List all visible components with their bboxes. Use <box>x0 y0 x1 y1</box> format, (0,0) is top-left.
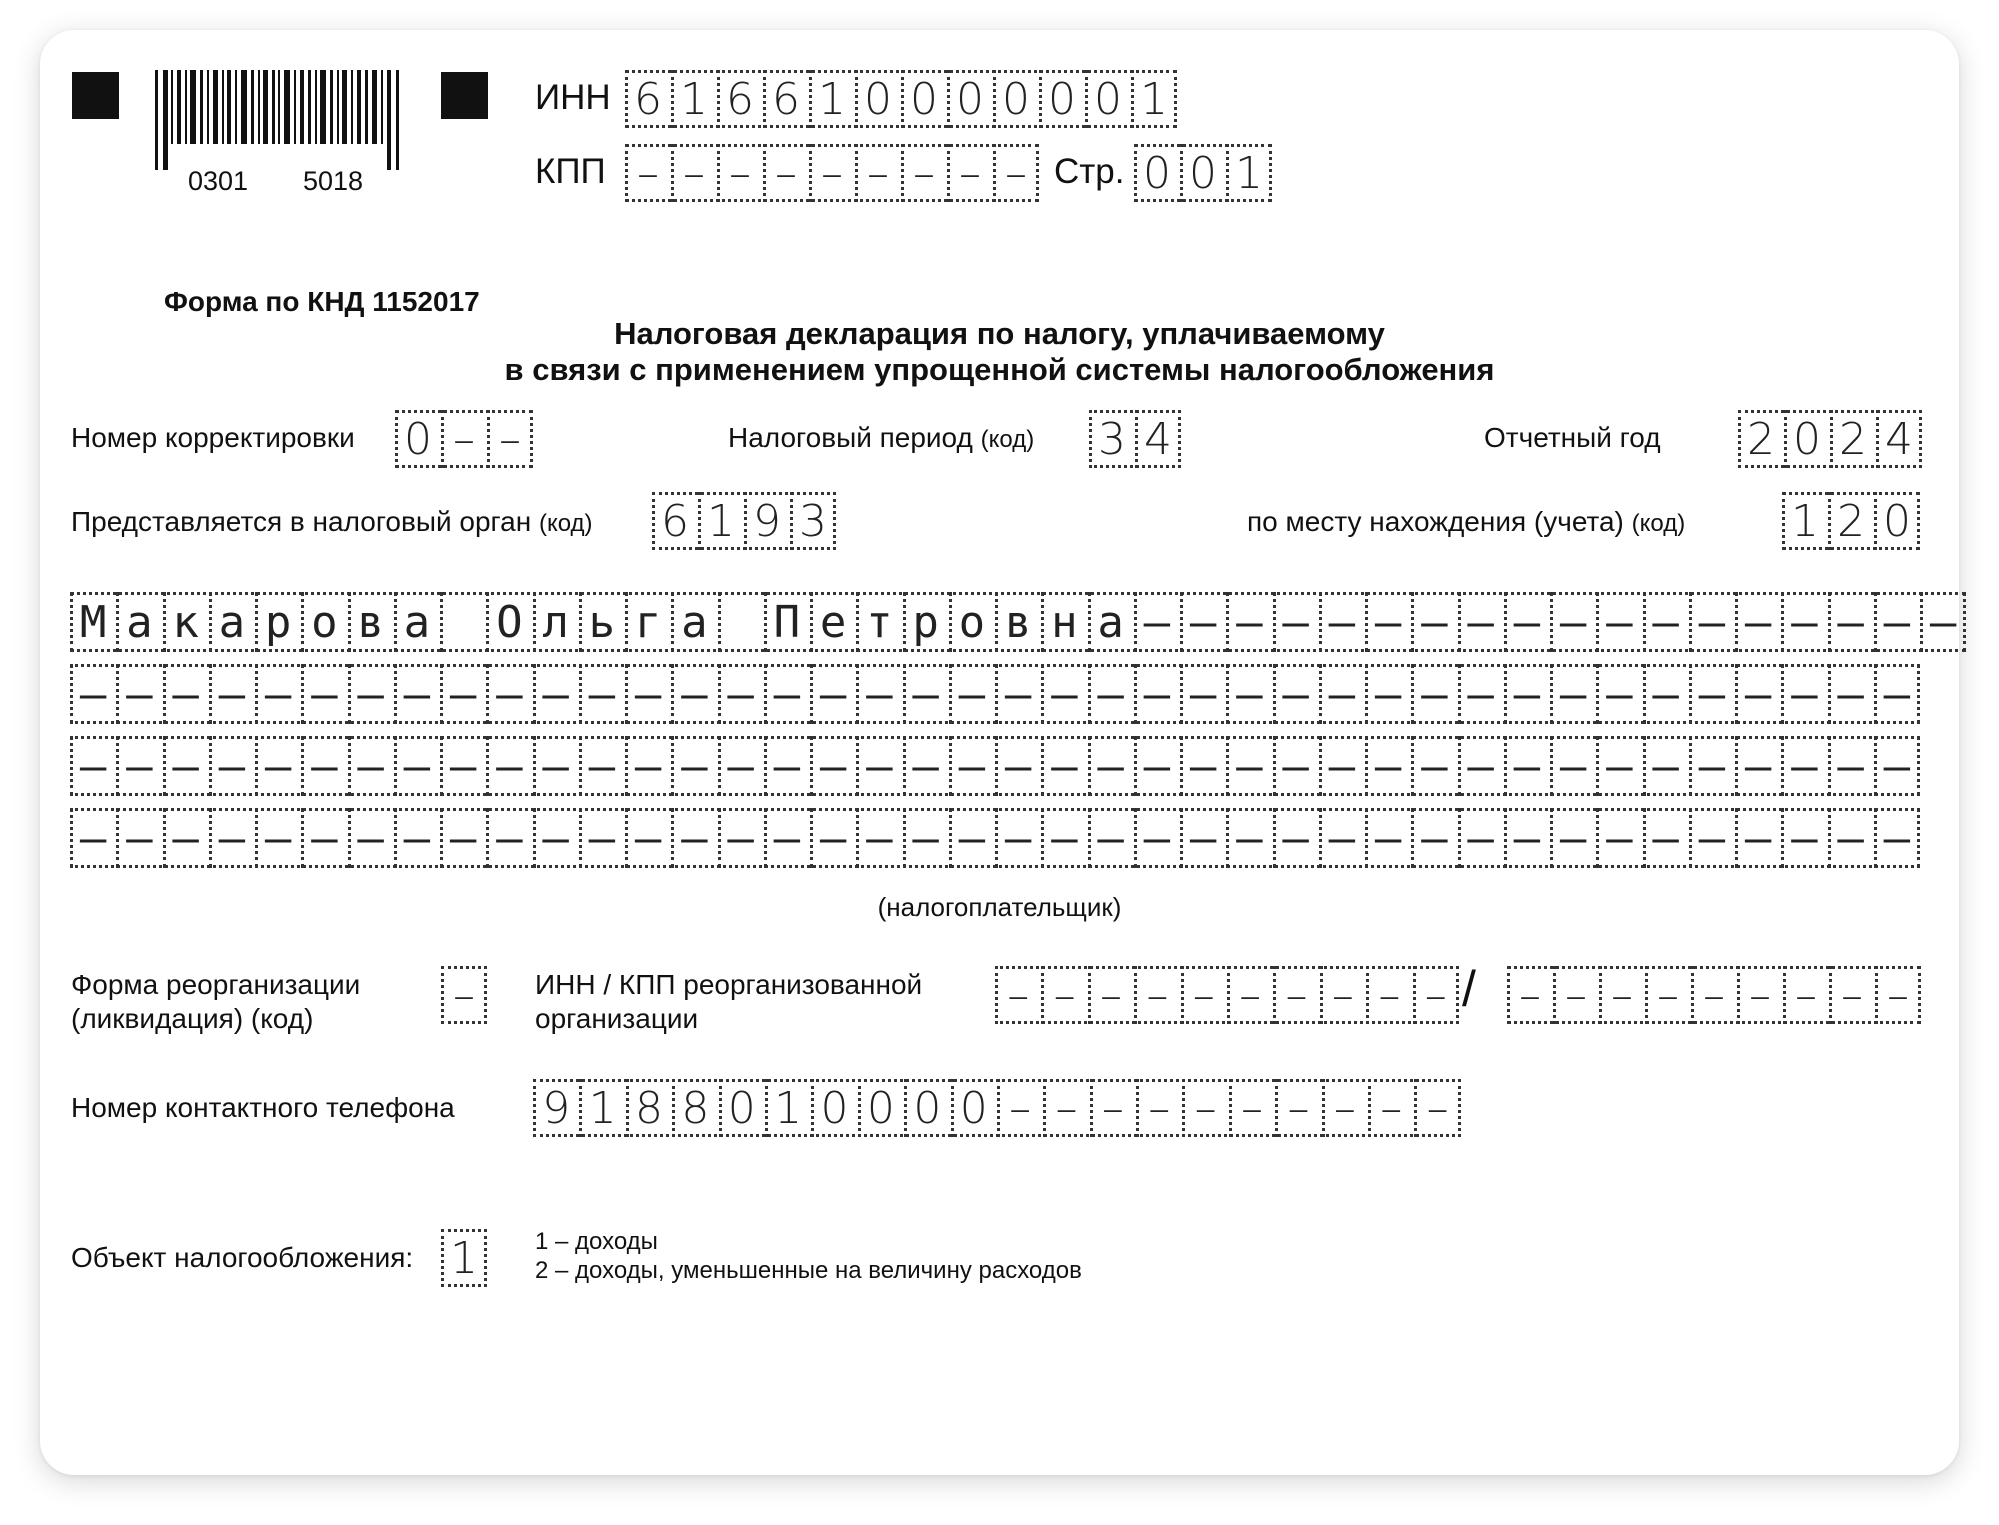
taxpayer-line-3-char: – <box>1504 736 1550 796</box>
location-code-cells-char: 2 <box>1828 492 1874 550</box>
taxpayer-line-4-char: – <box>671 808 717 868</box>
taxpayer-line-3-char: – <box>1828 736 1874 796</box>
phone-number-cells-char: – <box>1182 1079 1228 1137</box>
taxpayer-line-1-char: к <box>163 592 209 652</box>
kpp-cells-char: – <box>671 144 717 202</box>
taxpayer-line-1[interactable] <box>70 592 1966 652</box>
reorganized-kpp-cells-char: – <box>1829 966 1875 1024</box>
taxpayer-line-4-char: – <box>1828 808 1874 868</box>
inn-label: ИНН <box>535 78 611 117</box>
report-year-cells-char: 4 <box>1876 410 1922 468</box>
tax-period-label-text: Налоговый период <box>728 422 973 453</box>
taxpayer-line-3-char: – <box>255 736 301 796</box>
inn-cells-char: 0 <box>855 70 901 128</box>
location-code-hint: (код) <box>1631 510 1686 537</box>
inn-cells[interactable] <box>625 70 1177 128</box>
taxpayer-line-4-char: – <box>1596 808 1642 868</box>
taxpayer-line-2-char: – <box>1458 664 1504 724</box>
taxpayer-line-1-char <box>440 592 486 652</box>
taxpayer-line-3-char: – <box>1226 736 1272 796</box>
taxpayer-line-1-char: о <box>301 592 347 652</box>
taxpayer-line-3-char: – <box>163 736 209 796</box>
taxpayer-line-2-char: – <box>209 664 255 724</box>
location-code-cells-char: 0 <box>1874 492 1920 550</box>
taxpayer-line-4-char: – <box>718 808 764 868</box>
taxpayer-line-3-char: – <box>1781 736 1827 796</box>
reorganized-kpp-cells-char: – <box>1875 966 1921 1024</box>
taxpayer-line-1-char: – <box>1828 592 1874 652</box>
page-number-cells[interactable] <box>1134 144 1272 202</box>
correction-number-cells[interactable] <box>395 410 533 468</box>
inn-cells-char: 1 <box>671 70 717 128</box>
taxpayer-line-3-char: – <box>625 736 671 796</box>
tax-authority-cells-char: 3 <box>790 492 836 550</box>
taxpayer-line-3-char: – <box>1088 736 1134 796</box>
reorganized-inn-cells-char: – <box>1134 966 1180 1024</box>
taxpayer-line-4-char: – <box>995 808 1041 868</box>
taxpayer-line-2-char: – <box>1643 664 1689 724</box>
phone-number-cells[interactable] <box>533 1079 1461 1137</box>
page-number-cells-char: 1 <box>1226 144 1272 202</box>
kpp-cells[interactable] <box>625 144 1039 202</box>
taxpayer-line-2-char: – <box>903 664 949 724</box>
reorganization-form-cells-char: – <box>441 966 487 1024</box>
taxpayer-line-1-char: – <box>1874 592 1920 652</box>
taxpayer-line-3-char: – <box>394 736 440 796</box>
taxpayer-line-2-char: – <box>579 664 625 724</box>
reorganized-inn-cells[interactable] <box>995 966 1459 1024</box>
correction-number-cells-char: – <box>487 410 533 468</box>
reorganized-kpp-cells-char: – <box>1553 966 1599 1024</box>
kpp-cells-char: – <box>993 144 1039 202</box>
taxpayer-line-2-char: – <box>856 664 902 724</box>
taxpayer-line-2-char: – <box>1735 664 1781 724</box>
tax-authority-cells-char: 1 <box>698 492 744 550</box>
report-year-label: Отчетный год <box>1484 422 1661 453</box>
taxpayer-line-2-char: – <box>949 664 995 724</box>
barcode-number-1: 0301 <box>188 166 249 196</box>
phone-number-cells-char: – <box>1368 1079 1414 1137</box>
reorganized-inn-cells-char: – <box>1413 966 1459 1024</box>
taxpayer-line-2-char: – <box>810 664 856 724</box>
taxpayer-line-1-char: т <box>856 592 902 652</box>
taxpayer-line-2-char: – <box>671 664 717 724</box>
taxation-object-option-2: 2 – доходы, уменьшенные на величину расходов <box>535 1257 1082 1284</box>
taxpayer-line-4[interactable] <box>70 808 1920 868</box>
taxpayer-line-3-char: – <box>1550 736 1596 796</box>
taxpayer-line-2[interactable] <box>70 664 1920 724</box>
taxpayer-line-3-char: – <box>440 736 486 796</box>
taxpayer-line-2-char: – <box>718 664 764 724</box>
taxpayer-line-4-char: – <box>533 808 579 868</box>
taxpayer-line-4-char: – <box>116 808 162 868</box>
taxpayer-line-3-char: – <box>1411 736 1457 796</box>
taxpayer-line-4-char: – <box>163 808 209 868</box>
reorganized-inn-cells-char: – <box>1366 966 1412 1024</box>
kpp-cells-char: – <box>947 144 993 202</box>
inn-cells-char: 1 <box>1131 70 1177 128</box>
taxpayer-line-2-char: – <box>1550 664 1596 724</box>
phone-number-cells-char: – <box>1414 1079 1460 1137</box>
taxpayer-line-4-char: – <box>301 808 347 868</box>
inn-cells-char: 6 <box>625 70 671 128</box>
taxpayer-line-2-char: – <box>533 664 579 724</box>
taxpayer-line-2-char: – <box>1596 664 1642 724</box>
taxpayer-line-2-char: – <box>1411 664 1457 724</box>
taxpayer-line-2-char: – <box>1041 664 1087 724</box>
reorganized-kpp-cells-char: – <box>1645 966 1691 1024</box>
phone-number-cells-char: – <box>1136 1079 1182 1137</box>
taxpayer-line-1-char: – <box>1411 592 1457 652</box>
taxpayer-line-1-char: в <box>995 592 1041 652</box>
kpp-cells-char: – <box>809 144 855 202</box>
taxpayer-line-4-char: – <box>1458 808 1504 868</box>
taxpayer-line-3-char: – <box>764 736 810 796</box>
kpp-cells-char: – <box>717 144 763 202</box>
barcode-image <box>155 70 405 172</box>
taxpayer-line-1-char: в <box>348 592 394 652</box>
phone-number-cells-char: – <box>1275 1079 1321 1137</box>
taxpayer-line-2-char: – <box>625 664 671 724</box>
taxpayer-line-4-char: – <box>1226 808 1272 868</box>
taxpayer-caption: (налогоплательщик) <box>877 892 1122 922</box>
tax-authority-cells-char: 9 <box>744 492 790 550</box>
taxpayer-line-4-char: – <box>209 808 255 868</box>
taxpayer-line-3-char: – <box>1643 736 1689 796</box>
form-title-line-2: в связи с применением упрощенной системы налогообложения <box>504 352 1495 387</box>
taxpayer-line-2-char: – <box>995 664 1041 724</box>
tax-period-cells-char: 3 <box>1089 410 1135 468</box>
taxpayer-line-3-char: – <box>348 736 394 796</box>
taxpayer-line-4-char: – <box>1689 808 1735 868</box>
taxpayer-line-2-char: – <box>255 664 301 724</box>
form-title-line-1: Налоговая декларация по налогу, уплачиваемому <box>614 316 1385 351</box>
phone-number-cells-char: 0 <box>951 1079 997 1137</box>
phone-number-cells-char: 9 <box>533 1079 579 1137</box>
taxpayer-line-3-char: – <box>1458 736 1504 796</box>
corner-marker-right <box>441 72 488 119</box>
reorganization-form-label-line-2: (ликвидация) (код) <box>71 1003 314 1034</box>
location-code-cells-char: 1 <box>1782 492 1828 550</box>
phone-number-cells-char: 0 <box>811 1079 857 1137</box>
form-code-label: Форма по КНД 1152017 <box>164 286 480 317</box>
taxpayer-line-3-char: – <box>1365 736 1411 796</box>
taxpayer-line-1-char: – <box>1504 592 1550 652</box>
tax-period-cells[interactable] <box>1089 410 1181 468</box>
inn-cells-char: 0 <box>1039 70 1085 128</box>
taxpayer-line-4-char: – <box>1643 808 1689 868</box>
taxpayer-line-2-char: – <box>486 664 532 724</box>
taxpayer-line-4-char: – <box>1781 808 1827 868</box>
phone-label: Номер контактного телефона <box>71 1092 455 1123</box>
phone-number-cells-char: 0 <box>904 1079 950 1137</box>
taxpayer-line-4-char: – <box>1550 808 1596 868</box>
taxpayer-line-2-char: – <box>1781 664 1827 724</box>
reorganized-inn-cells-char: – <box>1181 966 1227 1024</box>
taxpayer-line-1-char: – <box>1226 592 1272 652</box>
taxpayer-line-4-char: – <box>1319 808 1365 868</box>
taxpayer-line-4-char: – <box>1134 808 1180 868</box>
taxpayer-line-3-char: – <box>1735 736 1781 796</box>
phone-number-cells-char: 8 <box>672 1079 718 1137</box>
reorganized-inn-cells-char: – <box>1320 966 1366 1024</box>
taxpayer-line-1-char: ь <box>579 592 625 652</box>
report-year-cells-char: 2 <box>1738 410 1784 468</box>
inn-cells-char: 0 <box>901 70 947 128</box>
taxpayer-line-1-char: а <box>116 592 162 652</box>
taxpayer-line-1-char: о <box>949 592 995 652</box>
location-label-text: по месту нахождения (учета) <box>1247 506 1624 537</box>
inn-cells-char: 6 <box>717 70 763 128</box>
taxpayer-line-4-char: – <box>1874 808 1920 868</box>
taxpayer-line-1-char: – <box>1550 592 1596 652</box>
taxpayer-line-2-char: – <box>1088 664 1134 724</box>
taxpayer-line-3-char: – <box>579 736 625 796</box>
taxpayer-line-4-char: – <box>255 808 301 868</box>
taxpayer-line-3[interactable] <box>70 736 1920 796</box>
taxpayer-line-3-char: – <box>671 736 717 796</box>
taxpayer-line-3-char: – <box>209 736 255 796</box>
taxpayer-line-1-char: р <box>903 592 949 652</box>
reorganized-kpp-cells-char: – <box>1783 966 1829 1024</box>
page-label: Стр. <box>1054 152 1125 191</box>
reorganization-form-cells[interactable] <box>441 966 487 1024</box>
taxpayer-line-4-char: – <box>348 808 394 868</box>
taxpayer-line-3-char: – <box>995 736 1041 796</box>
taxpayer-line-3-char: – <box>810 736 856 796</box>
taxpayer-line-3-char: – <box>1041 736 1087 796</box>
phone-number-cells-char: – <box>1322 1079 1368 1137</box>
taxpayer-line-4-char: – <box>1273 808 1319 868</box>
taxpayer-line-3-char: – <box>856 736 902 796</box>
reorganized-inn-cells-char: – <box>1088 966 1134 1024</box>
tax-period-code-hint: (код) <box>980 426 1035 453</box>
tax-authority-cells[interactable] <box>652 492 836 550</box>
taxpayer-line-4-char: – <box>1041 808 1087 868</box>
taxpayer-line-3-char: – <box>116 736 162 796</box>
tax-period-cells-char: 4 <box>1135 410 1181 468</box>
reorganized-inn-cells-char: – <box>995 966 1041 1024</box>
phone-number-cells-char: – <box>1090 1079 1136 1137</box>
taxpayer-line-4-char: – <box>810 808 856 868</box>
taxpayer-line-1-char: е <box>810 592 856 652</box>
taxpayer-line-4-char: – <box>394 808 440 868</box>
taxpayer-line-4-char: – <box>856 808 902 868</box>
taxpayer-line-1-char <box>718 592 764 652</box>
taxpayer-line-1-char: н <box>1041 592 1087 652</box>
taxpayer-line-1-char: – <box>1596 592 1642 652</box>
taxpayer-line-3-char: – <box>903 736 949 796</box>
taxpayer-line-2-char: – <box>1874 664 1920 724</box>
taxpayer-line-4-char: – <box>903 808 949 868</box>
taxpayer-line-1-char: – <box>1781 592 1827 652</box>
taxpayer-line-2-char: – <box>764 664 810 724</box>
taxpayer-line-2-char: – <box>1180 664 1226 724</box>
taxpayer-line-2-char: – <box>1828 664 1874 724</box>
reorganized-kpp-cells-char: – <box>1691 966 1737 1024</box>
taxpayer-line-1-char: – <box>1735 592 1781 652</box>
barcode-number-2: 5018 <box>303 166 364 196</box>
reorganized-inn-kpp-label-line-2: организации <box>535 1003 699 1034</box>
tax-authority-code-hint: (код) <box>538 510 593 537</box>
taxpayer-line-2-char: – <box>1134 664 1180 724</box>
taxpayer-line-4-char: – <box>949 808 995 868</box>
taxpayer-line-3-char: – <box>1134 736 1180 796</box>
taxation-object-option-1: 1 – доходы <box>535 1228 658 1255</box>
inn-cells-char: 6 <box>763 70 809 128</box>
taxpayer-line-4-char: – <box>764 808 810 868</box>
inn-cells-char: 0 <box>993 70 1039 128</box>
taxpayer-line-1-char: р <box>255 592 301 652</box>
taxpayer-line-1-char: – <box>1365 592 1411 652</box>
taxpayer-line-3-char: – <box>486 736 532 796</box>
taxpayer-line-2-char: – <box>116 664 162 724</box>
phone-number-cells-char: 0 <box>719 1079 765 1137</box>
taxpayer-line-1-char: – <box>1689 592 1735 652</box>
taxpayer-line-1-char: – <box>1643 592 1689 652</box>
taxpayer-line-4-char: – <box>1180 808 1226 868</box>
taxpayer-line-3-char: – <box>718 736 764 796</box>
taxpayer-line-4-char: – <box>625 808 671 868</box>
taxpayer-line-3-char: – <box>1689 736 1735 796</box>
taxpayer-line-1-char: – <box>1458 592 1504 652</box>
taxpayer-line-1-char: г <box>625 592 671 652</box>
correction-number-cells-char: 0 <box>395 410 441 468</box>
taxpayer-line-2-char: – <box>163 664 209 724</box>
reorganized-inn-cells-char: – <box>1041 966 1087 1024</box>
taxation-object-label: Объект налогообложения: <box>71 1242 414 1273</box>
taxpayer-line-1-char: – <box>1273 592 1319 652</box>
taxpayer-line-2-char: – <box>1273 664 1319 724</box>
taxpayer-line-1-char: а <box>1088 592 1134 652</box>
taxpayer-line-1-char: а <box>209 592 255 652</box>
phone-number-cells-char: 1 <box>765 1079 811 1137</box>
taxpayer-line-3-char: – <box>1273 736 1319 796</box>
taxpayer-line-4-char: – <box>1411 808 1457 868</box>
taxpayer-line-4-char: – <box>1735 808 1781 868</box>
kpp-label: КПП <box>535 152 606 191</box>
reorganized-kpp-cells[interactable] <box>1507 966 1921 1024</box>
taxpayer-line-4-char: – <box>1365 808 1411 868</box>
taxpayer-line-3-char: – <box>949 736 995 796</box>
page-number-cells-char: 0 <box>1180 144 1226 202</box>
kpp-cells-char: – <box>855 144 901 202</box>
taxpayer-line-3-char: – <box>301 736 347 796</box>
taxpayer-line-1-char: – <box>1319 592 1365 652</box>
taxpayer-line-3-char: – <box>1319 736 1365 796</box>
page-number-cells-char: 0 <box>1134 144 1180 202</box>
phone-number-cells-char: 8 <box>626 1079 672 1137</box>
taxpayer-line-1-char: л <box>533 592 579 652</box>
taxpayer-line-2-char: – <box>70 664 116 724</box>
reorganized-kpp-cells-char: – <box>1599 966 1645 1024</box>
taxpayer-line-3-char: – <box>1180 736 1226 796</box>
taxpayer-line-4-char: – <box>1504 808 1550 868</box>
taxpayer-line-2-char: – <box>348 664 394 724</box>
taxpayer-line-2-char: – <box>440 664 486 724</box>
corner-marker-left <box>72 72 119 119</box>
inn-cells-char: 1 <box>809 70 855 128</box>
taxpayer-line-1-char: П <box>764 592 810 652</box>
location-label <box>1247 506 1685 538</box>
taxpayer-line-1-char: М <box>70 592 116 652</box>
tax-period-label <box>728 422 1034 454</box>
taxpayer-line-4-char: – <box>1088 808 1134 868</box>
taxpayer-line-2-char: – <box>1319 664 1365 724</box>
taxpayer-line-2-char: – <box>1689 664 1735 724</box>
taxpayer-line-3-char: – <box>533 736 579 796</box>
taxpayer-line-1-char: О <box>486 592 532 652</box>
phone-number-cells-char: – <box>997 1079 1043 1137</box>
kpp-cells-char: – <box>763 144 809 202</box>
location-code-cells[interactable] <box>1782 492 1920 550</box>
taxpayer-line-3-char: – <box>1874 736 1920 796</box>
taxation-object-cell-char: 1 <box>441 1229 487 1287</box>
inn-cells-char: 0 <box>1085 70 1131 128</box>
reorganized-inn-cells-char: – <box>1227 966 1273 1024</box>
taxpayer-line-1-char: – <box>1920 592 1966 652</box>
tax-authority-label <box>71 506 593 538</box>
taxation-object-cell[interactable] <box>441 1229 487 1287</box>
taxpayer-line-2-char: – <box>394 664 440 724</box>
correction-number-cells-char: – <box>441 410 487 468</box>
taxpayer-line-1-char: а <box>671 592 717 652</box>
kpp-cells-char: – <box>901 144 947 202</box>
taxpayer-line-1-char: а <box>394 592 440 652</box>
taxpayer-line-2-char: – <box>301 664 347 724</box>
taxpayer-line-1-char: – <box>1134 592 1180 652</box>
taxpayer-line-3-char: – <box>1596 736 1642 796</box>
correction-number-label: Номер корректировки <box>71 422 355 453</box>
inn-kpp-separator: / <box>1462 961 1476 1017</box>
tax-authority-label-text: Представляется в налоговый орган <box>71 506 532 537</box>
tax-authority-cells-char: 6 <box>652 492 698 550</box>
taxpayer-line-4-char: – <box>486 808 532 868</box>
taxpayer-line-2-char: – <box>1365 664 1411 724</box>
taxpayer-line-4-char: – <box>579 808 625 868</box>
phone-number-cells-char: 0 <box>858 1079 904 1137</box>
phone-number-cells-char: 1 <box>579 1079 625 1137</box>
phone-number-cells-char: – <box>1229 1079 1275 1137</box>
report-year-cells-char: 0 <box>1784 410 1830 468</box>
reorganized-inn-kpp-label-line-1: ИНН / КПП реорганизованной <box>535 969 923 1000</box>
taxpayer-line-4-char: – <box>70 808 116 868</box>
taxpayer-line-4-char: – <box>440 808 486 868</box>
inn-cells-char: 0 <box>947 70 993 128</box>
report-year-cells[interactable] <box>1738 410 1922 468</box>
reorganization-form-label-line-1: Форма реорганизации <box>71 969 361 1000</box>
taxpayer-line-1-char: – <box>1180 592 1226 652</box>
report-year-cells-char: 2 <box>1830 410 1876 468</box>
taxpayer-line-2-char: – <box>1504 664 1550 724</box>
reorganized-inn-cells-char: – <box>1273 966 1319 1024</box>
reorganized-kpp-cells-char: – <box>1507 966 1553 1024</box>
taxpayer-line-2-char: – <box>1226 664 1272 724</box>
phone-number-cells-char: – <box>1043 1079 1089 1137</box>
taxpayer-line-3-char: – <box>70 736 116 796</box>
kpp-cells-char: – <box>625 144 671 202</box>
reorganized-kpp-cells-char: – <box>1737 966 1783 1024</box>
